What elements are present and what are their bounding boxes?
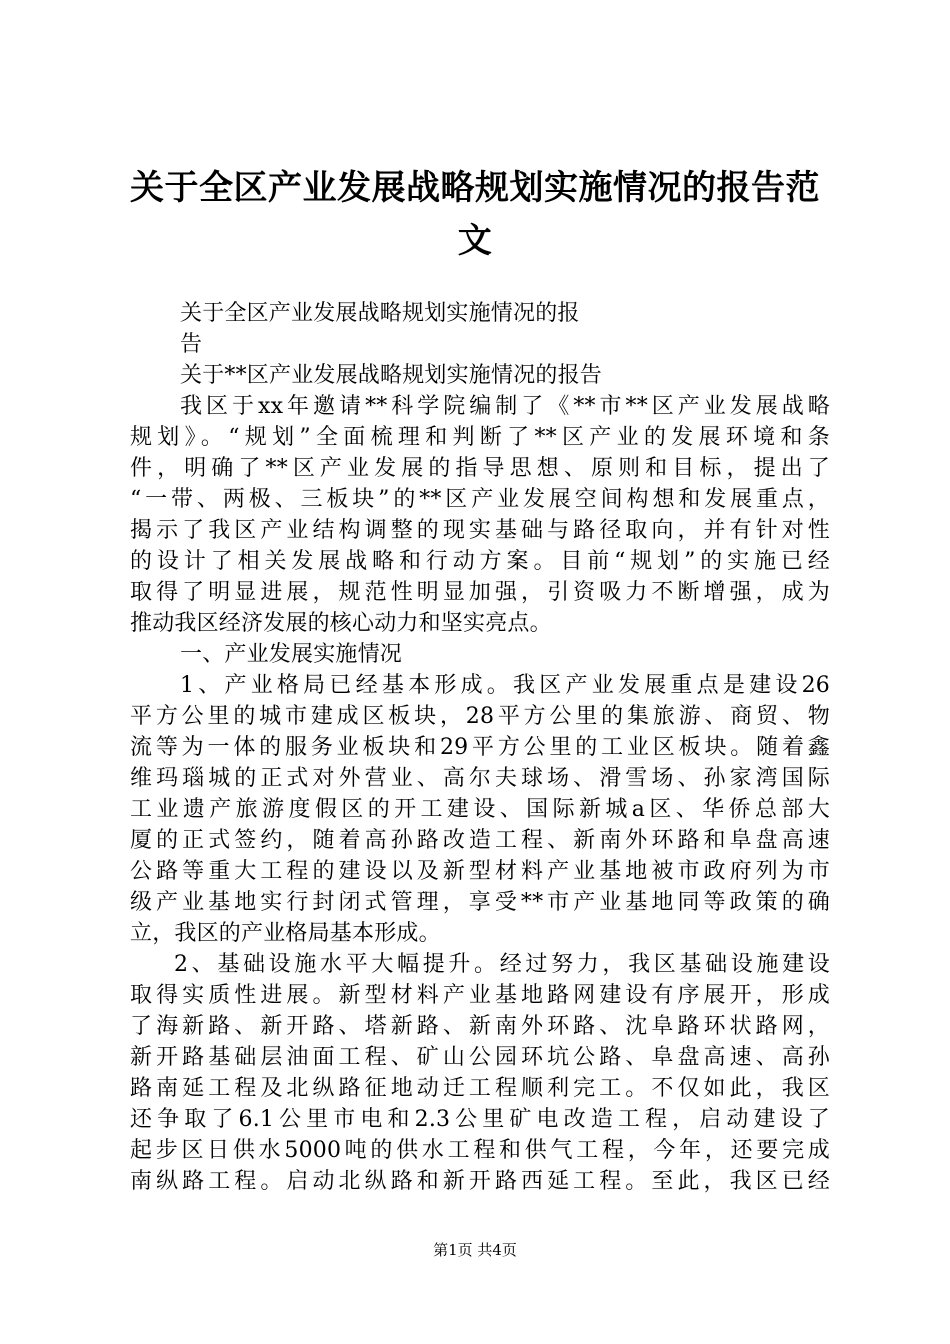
paragraph-line: 的设计了相关发展战略和行动方案。目前“规划”的实施已经	[130, 549, 830, 574]
paragraph-line: 2、基础设施水平大幅提升。经过努力，我区基础设施建设	[174, 952, 830, 977]
paragraph-line: 厦的正式签约，随着高孙路改造工程、新南外环路和阜盘高速	[130, 828, 830, 853]
paragraph-line: 维玛瑙城的正式对外营业、高尔夫球场、滑雪场、孙家湾国际	[130, 766, 830, 791]
page-footer: 第1页 共4页	[433, 1241, 517, 1259]
subtitle-line: 关于全区产业发展战略规划实施情况的报	[180, 301, 580, 326]
paragraph-line: 件，明确了**区产业发展的指导思想、原则和目标，提出了	[130, 456, 830, 481]
paragraph-line: 新开路基础层油面工程、矿山公园环坑公路、阜盘高速、高孙	[130, 1045, 830, 1070]
paragraph-line: 工业遗产旅游度假区的开工建设、国际新城a区、华侨总部大	[130, 797, 830, 822]
paragraph-line: 流等为一体的服务业板块和29平方公里的工业区板块。随着鑫	[130, 735, 830, 760]
document-body	[130, 298, 830, 1197]
paragraph-line: 推动我区经济发展的核心动力和坚实亮点。	[130, 611, 552, 636]
document-title-line-1: 关于全区产业发展战略规划实施情况的报告范	[130, 168, 820, 208]
paragraph-line: 1、产业格局已经基本形成。我区产业发展重点是建设26	[180, 673, 830, 698]
paragraph-line: 还争取了6.1公里市电和2.3公里矿电改造工程，启动建设了	[130, 1107, 830, 1132]
paragraph-line: 取得实质性进展。新型材料产业基地路网建设有序展开，形成	[130, 983, 830, 1008]
paragraph-line: “一带、两极、三板块”的**区产业发展空间构想和发展重点，	[130, 487, 830, 512]
heading-line: 关于**区产业发展战略规划实施情况的报告	[180, 363, 603, 388]
paragraph-line: 起步区日供水5000吨的供水工程和供气工程，今年，还要完成	[130, 1138, 830, 1163]
paragraph-line: 立，我区的产业格局基本形成。	[130, 921, 441, 946]
paragraph-line: 南纵路工程。启动北纵路和新开路西延工程。至此，我区已经	[130, 1169, 830, 1194]
paragraph-line: 取得了明显进展，规范性明显加强，引资吸力不断增强，成为	[130, 580, 830, 605]
paragraph-line: 我区于xx年邀请**科学院编制了《**市**区产业发展战略	[180, 394, 830, 419]
paragraph-line: 公路等重大工程的建设以及新型材料产业基地被市政府列为市	[130, 859, 830, 884]
subtitle-line: 告	[180, 332, 203, 357]
paragraph-line: 规划》。“规划”全面梳理和判断了**区产业的发展环境和条	[130, 425, 830, 450]
paragraph-line: 级产业基地实行封闭式管理，享受**市产业基地同等政策的确	[130, 890, 830, 915]
paragraph-line: 揭示了我区产业结构调整的现实基础与路径取向，并有针对性	[130, 518, 830, 543]
document-title-line-2: 文	[457, 221, 493, 261]
paragraph-line: 平方公里的城市建成区板块，28平方公里的集旅游、商贸、物	[130, 704, 830, 729]
paragraph-line: 了海新路、新开路、塔新路、新南外环路、沈阜路环状路网，	[130, 1014, 830, 1039]
section-heading: 一、产业发展实施情况	[180, 642, 403, 667]
paragraph-line: 路南延工程及北纵路征地动迁工程顺利完工。不仅如此，我区	[130, 1076, 830, 1101]
